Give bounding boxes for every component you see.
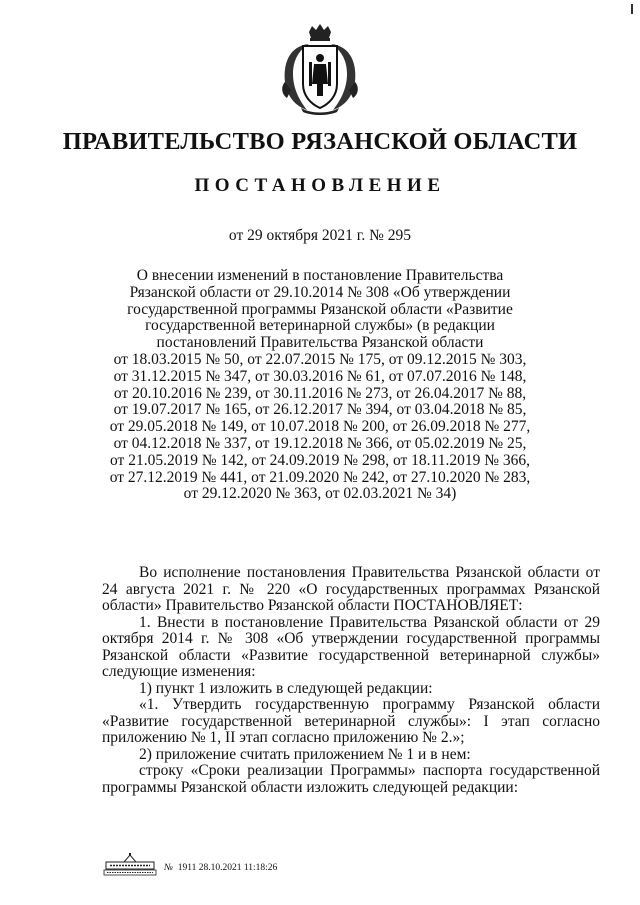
document-title (100, 268, 540, 503)
coat-of-arms-icon (279, 24, 361, 116)
document-date-number: от 29 октября 2021 г. № 295 (228, 227, 412, 244)
title-line: О внесении изменений в постановление Правительства (136, 267, 504, 284)
title-line: от 29.05.2018 № 149, от 10.07.2018 № 200, от 26.09.2018 № 277, (109, 418, 531, 436)
body-paragraph-preamble: Во исполнение постановления Правительства Рязанской области от 24 августа 2021 г. № 220 «О государственных программах Рязанской области» Правительство Рязанской области ПОСТАНОВЛЯЕТ: (102, 564, 600, 614)
title-line: от 04.12.2018 № 337, от 19.12.2018 № 366, от 05.02.2019 № 25, (113, 434, 527, 452)
government-heading: ПРАВИТЕЛЬСТВО РЯЗАНСКОЙ ОБЛАСТИ (62, 128, 578, 155)
title-line: Рязанской области от 29.10.2014 № 308 «Об утверждении (129, 283, 511, 301)
title-line: государственной ветеринарной службы» (в редакции (145, 317, 495, 335)
document-type-heading: ПОСТАНОВЛЕНИЕ (194, 175, 446, 196)
registry-stamp-value: 1911 28.10.2021 11:18:26 (177, 863, 278, 873)
body-paragraph-subitem-2: 2) приложение считать приложением № 1 и в нем: (139, 745, 471, 763)
body-paragraph-program-dates: строку «Сроки реализации Программы» паспорта государственной программы Рязанской области изложить следующей редакции: (102, 762, 600, 796)
scan-edge-mark (631, 4, 633, 14)
number-sign-icon: № (164, 863, 173, 873)
title-line: от 18.03.2015 № 50, от 22.07.2015 № 175, от 09.12.2015 № 303, (113, 350, 527, 368)
title-line: постановлений Правительства Рязанской области (156, 334, 484, 352)
title-line: от 21.05.2019 № 142, от 24.09.2019 № 298, от 18.11.2019 № 366, (110, 451, 530, 469)
document-footer (102, 852, 362, 882)
title-line: от 20.10.2016 № 239, от 30.11.2016 № 273, от 26.04.2017 № 88, (113, 384, 527, 402)
title-line: от 27.12.2019 № 441, от 21.09.2020 № 242, от 27.10.2020 № 283, (109, 468, 531, 486)
body-paragraph-item-1: 1. Внести в постановление Правительства Рязанской области от 29 октября 2014 г. № 308 «Об утверждении государственной программы Рязанской области «Развитие государственной ветеринарной службы» следующие изменения: (102, 613, 600, 680)
title-line: от 31.12.2015 № 347, от 30.03.2016 № 61, от 07.07.2016 № 148, (113, 367, 527, 385)
body-paragraph-quote: «1. Утвердить государственную программу Рязанской области «Развитие государственной ветеринарной службы»: I этап согласно приложению № 1, II этап согласно приложению № 2.»; (102, 696, 600, 746)
registry-stamp-text (164, 863, 277, 873)
body-paragraph-subitem-1: 1) пункт 1 изложить в следующей редакции: (139, 679, 433, 697)
title-line: от 29.12.2020 № 363, от 02.03.2021 № 34) (183, 485, 457, 503)
title-line: государственной программы Рязанской области «Развитие (127, 300, 513, 318)
title-line: от 19.07.2017 № 165, от 26.12.2017 № 394, от 03.04.2018 № 85, (113, 401, 527, 419)
document-body (102, 565, 600, 796)
registry-stamp-icon (102, 852, 158, 878)
